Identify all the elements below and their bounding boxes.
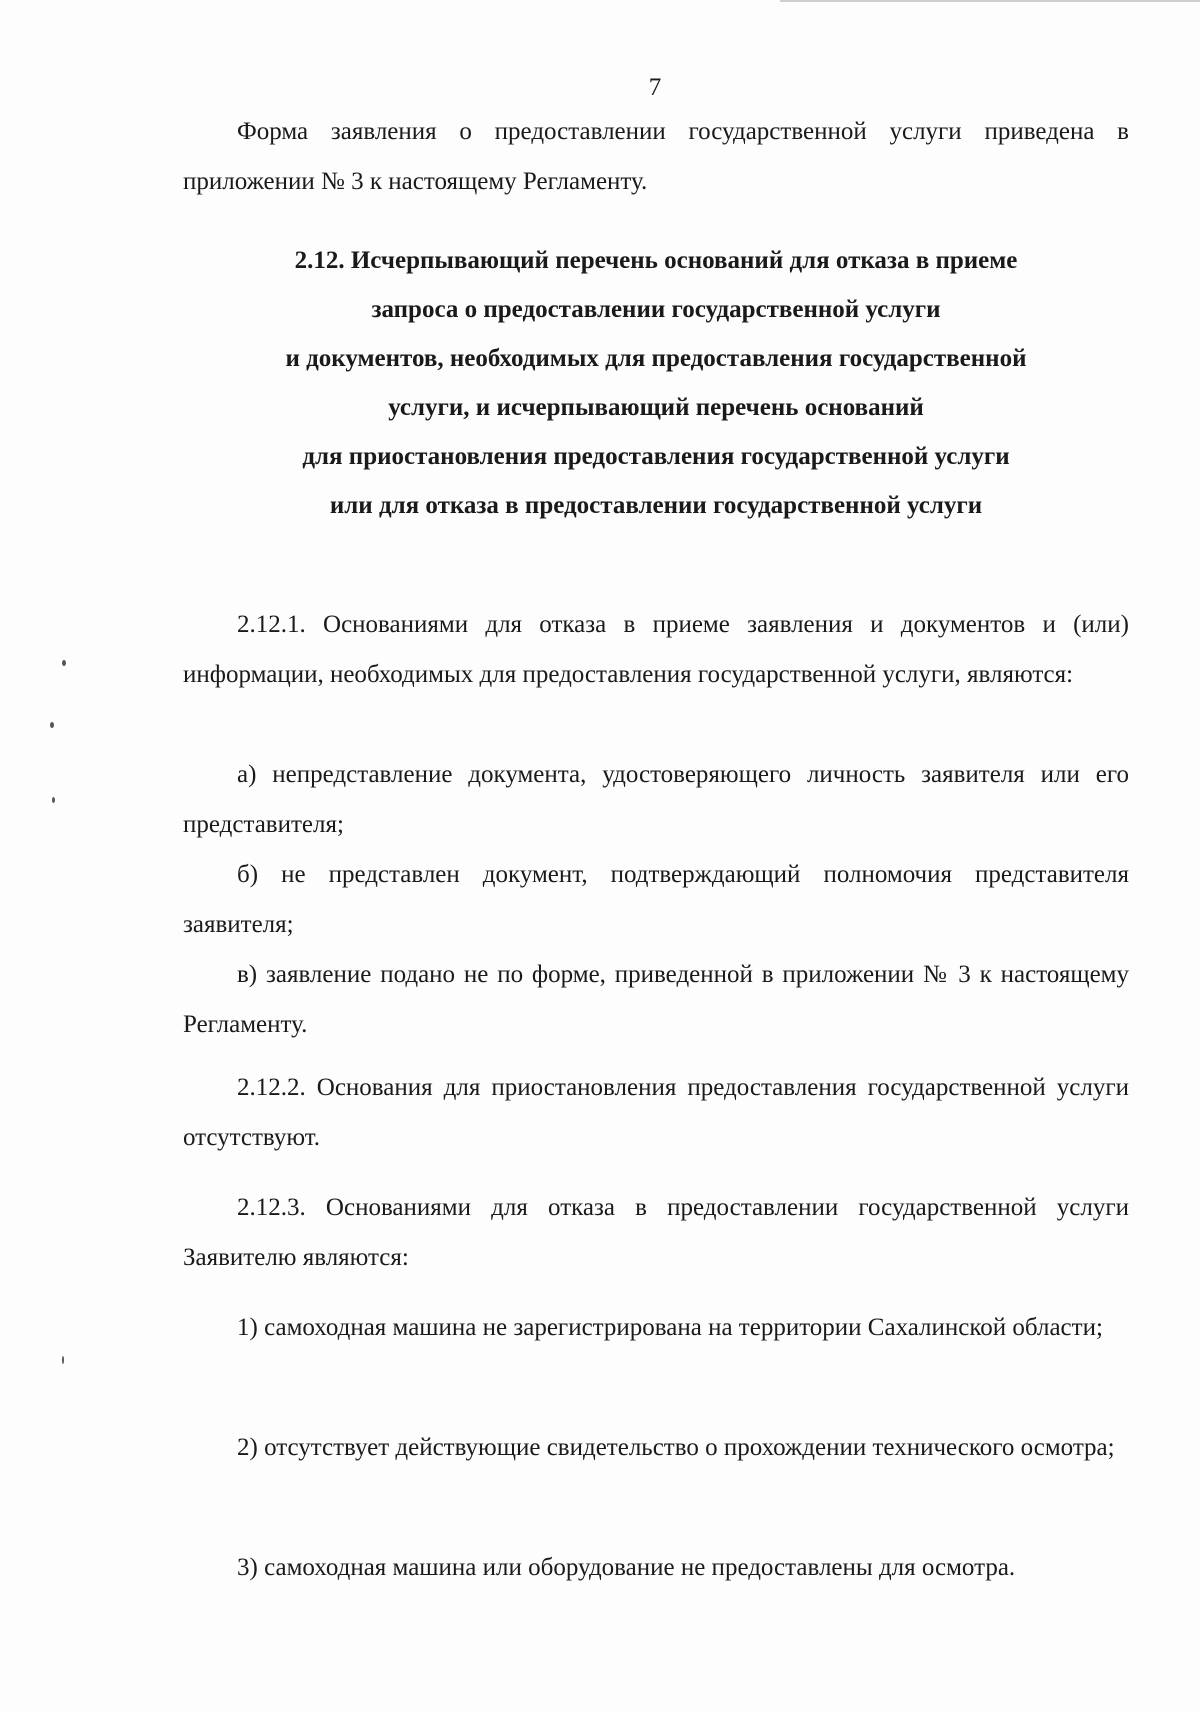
page-number: 7 xyxy=(648,74,662,101)
intro-paragraph: Форма заявления о предоставлении государственной услуги приведена в приложении № 3 к настоящему Регламенту. xyxy=(183,118,1129,195)
scan-speck xyxy=(52,797,55,803)
scan-speck xyxy=(62,660,66,666)
heading-line: для приостановления предоставления государственной услуги xyxy=(302,443,1010,470)
section-heading xyxy=(183,236,1129,530)
scan-edge-line xyxy=(780,0,1200,2)
paragraph-2-12-2: 2.12.2. Основания для приостановления предоставления государственной услуги отсутствуют. xyxy=(183,1074,1129,1151)
item-1: 1) самоходная машина не зарегистрирована на территории Сахалинской области; xyxy=(237,1314,1103,1341)
scan-speck xyxy=(62,1356,64,1364)
paragraph-2-12-1: 2.12.1. Основаниями для отказа в приеме заявления и документов и (или) информации, необходимых для предоставления государственной услуги, являются: xyxy=(183,611,1129,688)
item-2: 2) отсутствует действующие свидетельство о прохождении технического осмотра; xyxy=(237,1434,1115,1461)
heading-line: или для отказа в предоставлении государственной услуги xyxy=(329,492,983,519)
item-b: б) не представлен документ, подтверждающий полномочия представителя заявителя; xyxy=(183,861,1129,938)
scan-speck xyxy=(50,722,54,728)
paragraph-2-12-3: 2.12.3. Основаниями для отказа в предоставлении государственной услуги Заявителю являются: xyxy=(183,1194,1129,1271)
heading-line: 2.12. Исчерпывающий перечень оснований для отказа в приеме xyxy=(294,247,1018,274)
item-3: 3) самоходная машина или оборудование не предоставлены для осмотра. xyxy=(237,1554,1016,1581)
heading-line: услуги, и исчерпывающий перечень оснований xyxy=(388,394,924,421)
item-c: в) заявление подано не по форме, приведенной в приложении № 3 к настоящему Регламенту. xyxy=(183,961,1129,1038)
heading-line: запроса о предоставлении государственной услуги xyxy=(371,296,941,323)
item-a: а) непредставление документа, удостоверяющего личность заявителя или его представителя; xyxy=(183,761,1129,838)
heading-line: и документов, необходимых для предоставления государственной xyxy=(285,345,1027,372)
